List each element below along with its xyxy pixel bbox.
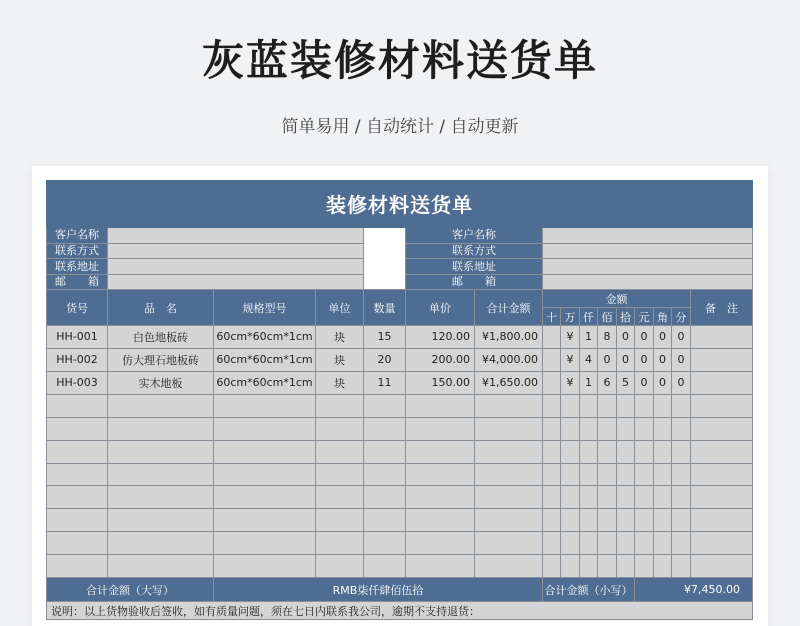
info-value-left[interactable] [108,243,364,259]
cell-empty[interactable] [364,394,406,417]
cell-empty[interactable] [580,463,598,486]
cell-empty[interactable] [316,555,364,578]
col-header-price: 单价 [406,290,475,325]
cell-empty[interactable] [406,417,475,440]
cell-empty[interactable] [364,555,406,578]
cell-name[interactable]: 白色地板砖 [108,325,214,348]
cell-empty[interactable] [598,394,617,417]
table-row-empty [47,509,753,532]
cell-digit: ¥ [561,325,580,348]
table-row-empty [47,463,753,486]
cell-code[interactable]: HH-003 [47,371,108,394]
cell-empty[interactable] [543,555,561,578]
cell-empty[interactable] [406,463,475,486]
info-blank-box [364,227,406,290]
cell-empty[interactable] [635,417,654,440]
info-label-right: 联系方式 [406,243,543,259]
cell-empty[interactable] [635,509,654,532]
cell-qty[interactable]: 15 [364,325,406,348]
cell-empty[interactable] [654,532,672,555]
cell-qty[interactable]: 11 [364,371,406,394]
digit-header: 十 [543,308,561,326]
cell-spec[interactable]: 60cm*60cm*1cm [214,348,316,371]
cell-digit [543,348,561,371]
cell-empty[interactable] [561,463,580,486]
cell-empty[interactable] [214,440,316,463]
cell-empty[interactable] [108,486,214,509]
info-label-right: 联系地址 [406,259,543,275]
cell-total[interactable]: ¥1,650.00 [475,371,543,394]
digit-header: 佰 [598,308,617,326]
cell-empty[interactable] [47,417,108,440]
cell-empty[interactable] [543,440,561,463]
cell-code[interactable]: HH-001 [47,325,108,348]
cell-empty[interactable] [561,555,580,578]
cell-empty[interactable] [364,509,406,532]
table-row [47,371,753,394]
cell-digit: 1 [580,371,598,394]
info-label-right: 邮 箱 [406,274,543,290]
cell-empty[interactable] [316,394,364,417]
info-label-left: 客户名称 [47,227,108,243]
col-header-amount: 金额 [543,290,691,308]
cell-digit: 0 [672,371,691,394]
table-row-empty [47,532,753,555]
cell-digit: 0 [598,348,617,371]
cell-empty[interactable] [316,509,364,532]
cell-empty[interactable] [617,440,635,463]
cell-remark[interactable] [691,371,753,394]
cell-digit: 0 [654,348,672,371]
cell-empty[interactable] [406,486,475,509]
cell-price[interactable]: 150.00 [406,371,475,394]
cell-empty[interactable] [635,463,654,486]
cell-empty[interactable] [214,532,316,555]
cell-empty[interactable] [561,394,580,417]
cell-empty[interactable] [47,440,108,463]
col-header-total: 合计金额 [475,290,543,325]
cell-empty[interactable] [561,417,580,440]
info-label-right: 客户名称 [406,227,543,243]
cell-empty[interactable] [617,463,635,486]
cell-digit: ¥ [561,348,580,371]
cell-empty[interactable] [672,394,691,417]
cell-empty[interactable] [475,463,543,486]
digit-header: 仟 [580,308,598,326]
cell-empty[interactable] [617,555,635,578]
cell-empty[interactable] [654,509,672,532]
cell-empty[interactable] [543,532,561,555]
cell-empty[interactable] [691,440,753,463]
cell-remark[interactable] [691,325,753,348]
cell-empty[interactable] [406,394,475,417]
cell-digit: 5 [617,371,635,394]
cell-total[interactable]: ¥1,800.00 [475,325,543,348]
cell-empty[interactable] [672,417,691,440]
cell-empty[interactable] [580,532,598,555]
table-row-empty [47,394,753,417]
info-value-right[interactable] [543,274,753,290]
cell-digit: 6 [598,371,617,394]
cell-empty[interactable] [561,440,580,463]
cell-empty[interactable] [598,532,617,555]
cell-digit: 0 [635,371,654,394]
cell-empty[interactable] [672,532,691,555]
cell-empty[interactable] [364,440,406,463]
cell-unit[interactable]: 块 [316,325,364,348]
table-row-empty [47,417,753,440]
cell-empty[interactable] [475,440,543,463]
cell-empty[interactable] [635,486,654,509]
info-label-left: 邮 箱 [47,274,108,290]
cell-empty[interactable] [654,486,672,509]
info-value-right[interactable] [543,259,753,275]
cell-empty[interactable] [654,440,672,463]
cell-digit: 0 [635,348,654,371]
digit-header: 拾 [617,308,635,326]
cell-empty[interactable] [691,417,753,440]
cell-digit: 0 [672,325,691,348]
cell-empty[interactable] [598,440,617,463]
cell-digit: 0 [617,348,635,371]
cell-total[interactable]: ¥4,000.00 [475,348,543,371]
cell-empty[interactable] [654,555,672,578]
col-header-qty: 数量 [364,290,406,325]
cell-empty[interactable] [691,463,753,486]
cell-empty[interactable] [598,555,617,578]
cell-empty[interactable] [364,463,406,486]
info-value-left[interactable] [108,227,364,243]
cell-digit [543,371,561,394]
table-row [47,348,753,371]
total-lower-label: 合计金额（小写） [543,578,635,602]
cell-spec[interactable]: 60cm*60cm*1cm [214,371,316,394]
table-row-empty [47,486,753,509]
cell-empty[interactable] [364,486,406,509]
cell-empty[interactable] [316,532,364,555]
info-label-left: 联系方式 [47,243,108,259]
cell-empty[interactable] [580,555,598,578]
digit-header: 角 [654,308,672,326]
digit-header: 元 [635,308,654,326]
cell-empty[interactable] [691,394,753,417]
cell-empty[interactable] [561,486,580,509]
col-header-unit: 单位 [316,290,364,325]
cell-empty[interactable] [635,394,654,417]
cell-empty[interactable] [475,555,543,578]
cell-empty[interactable] [475,532,543,555]
cell-empty[interactable] [691,532,753,555]
cell-remark[interactable] [691,348,753,371]
cell-empty[interactable] [475,394,543,417]
col-header-remark: 备 注 [691,290,753,325]
cell-digit: 0 [617,325,635,348]
cell-empty[interactable] [214,509,316,532]
cell-qty[interactable]: 20 [364,348,406,371]
cell-empty[interactable] [406,532,475,555]
info-value-left[interactable] [108,274,364,290]
info-value-right[interactable] [543,227,753,243]
col-header-spec: 规格型号 [214,290,316,325]
cell-digit: 0 [672,348,691,371]
cell-empty[interactable] [617,417,635,440]
cell-empty[interactable] [406,509,475,532]
cell-empty[interactable] [672,555,691,578]
table-row-empty [47,555,753,578]
note-row [47,602,753,620]
cell-empty[interactable] [580,440,598,463]
cell-digit: ¥ [561,371,580,394]
cell-empty[interactable] [214,555,316,578]
cell-empty[interactable] [47,394,108,417]
cell-empty[interactable] [108,417,214,440]
form-title: 装修材料送货单 [47,181,753,228]
cell-empty[interactable] [654,394,672,417]
page-subtitle: 简单易用 / 自动统计 / 自动更新 [281,117,519,137]
cell-empty[interactable] [108,509,214,532]
cell-name[interactable]: 仿大理石地板砖 [108,348,214,371]
cell-digit: 0 [654,371,672,394]
cell-empty[interactable] [691,486,753,509]
cell-empty[interactable] [316,486,364,509]
info-label-left: 联系地址 [47,259,108,275]
cell-empty[interactable] [598,486,617,509]
cell-empty[interactable] [543,509,561,532]
cell-empty[interactable] [654,463,672,486]
cell-empty[interactable] [214,486,316,509]
total-lower-value: ¥7,450.00 [635,578,753,602]
cell-empty[interactable] [316,463,364,486]
cell-digit: 4 [580,348,598,371]
cell-empty[interactable] [691,509,753,532]
cell-spec[interactable]: 60cm*60cm*1cm [214,325,316,348]
cell-empty[interactable] [672,509,691,532]
cell-empty[interactable] [47,555,108,578]
cell-unit[interactable]: 块 [316,348,364,371]
cell-empty[interactable] [672,463,691,486]
cell-empty[interactable] [580,509,598,532]
cell-empty[interactable] [475,417,543,440]
cell-empty[interactable] [561,532,580,555]
cell-empty[interactable] [108,555,214,578]
cell-empty[interactable] [364,417,406,440]
page-title: 灰蓝装修材料送货单 [201,36,598,85]
cell-empty[interactable] [108,463,214,486]
cell-empty[interactable] [635,555,654,578]
cell-empty[interactable] [617,532,635,555]
cell-empty[interactable] [108,532,214,555]
cell-empty[interactable] [316,440,364,463]
cell-digit [543,325,561,348]
cell-empty[interactable] [635,532,654,555]
cell-empty[interactable] [654,417,672,440]
cell-empty[interactable] [47,509,108,532]
cell-empty[interactable] [316,417,364,440]
cell-empty[interactable] [580,394,598,417]
cell-name[interactable]: 实木地板 [108,371,214,394]
cell-unit[interactable]: 块 [316,371,364,394]
cell-empty[interactable] [364,532,406,555]
cell-digit: 0 [654,325,672,348]
cell-empty[interactable] [672,440,691,463]
cell-empty[interactable] [475,486,543,509]
cell-empty[interactable] [406,440,475,463]
cell-empty[interactable] [598,509,617,532]
cell-empty[interactable] [580,417,598,440]
cell-empty[interactable] [47,532,108,555]
delivery-sheet [46,180,753,620]
cell-empty[interactable] [635,440,654,463]
digit-header: 分 [672,308,691,326]
cell-empty[interactable] [543,394,561,417]
cell-digit: 1 [580,325,598,348]
cell-empty[interactable] [214,463,316,486]
cell-empty[interactable] [543,417,561,440]
info-value-right[interactable] [543,243,753,259]
digit-header: 万 [561,308,580,326]
cell-digit: 0 [635,325,654,348]
total-row [47,578,753,602]
cell-empty[interactable] [406,555,475,578]
cell-empty[interactable] [617,394,635,417]
cell-empty[interactable] [108,440,214,463]
cell-empty[interactable] [598,463,617,486]
cell-empty[interactable] [543,486,561,509]
cell-code[interactable]: HH-002 [47,348,108,371]
cell-price[interactable]: 200.00 [406,348,475,371]
total-upper-value: RMB柒仟肆佰伍拾 [214,578,543,602]
total-upper-label: 合计金额（大写） [47,578,214,602]
table-row-empty [47,440,753,463]
info-value-left[interactable] [108,259,364,275]
cell-empty[interactable] [47,486,108,509]
cell-empty[interactable] [543,463,561,486]
cell-empty[interactable] [47,463,108,486]
cell-empty[interactable] [108,394,214,417]
cell-empty[interactable] [672,486,691,509]
cell-empty[interactable] [691,555,753,578]
cell-empty[interactable] [475,509,543,532]
cell-empty[interactable] [598,417,617,440]
column-header-row [47,290,753,308]
cell-price[interactable]: 120.00 [406,325,475,348]
cell-empty[interactable] [214,394,316,417]
cell-empty[interactable] [561,509,580,532]
table-row [47,325,753,348]
cell-digit: 8 [598,325,617,348]
cell-empty[interactable] [617,509,635,532]
col-header-code: 货号 [47,290,108,325]
cell-empty[interactable] [617,486,635,509]
note-text: 说明：以上货物验收后签收，如有质量问题，须在七日内联系我公司，逾期不支持退货： [47,602,753,620]
cell-empty[interactable] [580,486,598,509]
info-row [47,227,753,243]
col-header-name: 品 名 [108,290,214,325]
cell-empty[interactable] [214,417,316,440]
